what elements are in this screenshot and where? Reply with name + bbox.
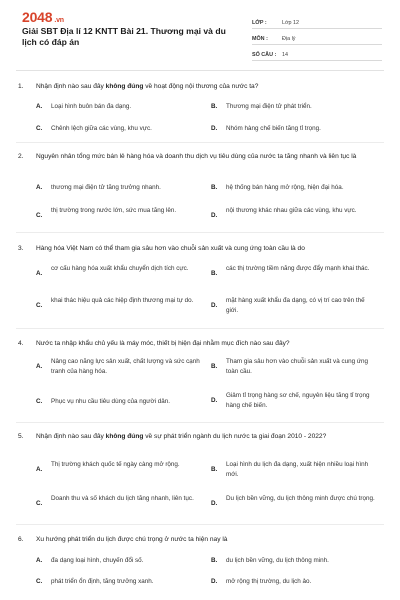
question-number: 3. — [18, 245, 24, 252]
option-letter: A. — [36, 363, 43, 370]
header — [0, 0, 400, 68]
option-letter: C. — [36, 212, 43, 219]
question-divider — [16, 422, 384, 423]
meta-info — [252, 13, 382, 61]
option-text: Loại hình buôn bán đa dạng. — [51, 103, 132, 110]
option-text: Nhóm hàng chế biến tăng tỉ trọng. — [226, 125, 321, 132]
option-text: Tham gia sâu hơn vào chuỗi sản xuất và cung ứng toàn cầu. — [226, 358, 369, 375]
meta-row-subject — [252, 29, 382, 45]
option-letter: D. — [211, 397, 218, 404]
question-body: Nước ta nhập khẩu chủ yếu là máy móc, thiết bị hiện đại nhằm mục đích nào sau đây? — [36, 340, 290, 347]
question-text — [18, 82, 384, 92]
meta-label: MÔN : — [252, 36, 268, 42]
option-letter: D. — [211, 578, 218, 585]
option-text: các thị trường tiềm năng được đẩy mạnh khai thác. — [226, 265, 370, 272]
option-letter: A. — [36, 270, 43, 277]
question-body: Hàng hóa Việt Nam có thể tham gia sâu hơn vào chuỗi sản xuất và cung ứng toàn cầu là do — [36, 245, 305, 252]
meta-row-class — [252, 13, 382, 29]
option-letter: B. — [211, 466, 218, 473]
option-text: Nâng cao năng lực sản xuất, chất lượng và sức cạnh tranh của hàng hóa. — [51, 358, 200, 375]
header-divider — [16, 70, 384, 71]
question-divider — [16, 524, 384, 525]
question-text-part: về hoạt động nội thương của nước ta? — [143, 83, 259, 90]
question-text-part: Nhận định nào sau đây — [36, 83, 106, 90]
question-body — [36, 432, 376, 442]
question-divider — [16, 232, 384, 233]
question-text-part: về sự phát triển ngành du lịch nước ta giai đoạn 2010 - 2022? — [143, 433, 327, 440]
option-text: Thương mại điện tử phát triển. — [226, 103, 312, 110]
option-letter: A. — [36, 557, 43, 564]
option-text: nội thương khác nhau giữa các vùng, khu vực. — [226, 207, 357, 214]
question-text — [18, 432, 384, 442]
question-divider — [16, 142, 384, 143]
meta-row-count — [252, 45, 382, 61]
question-text — [18, 152, 384, 162]
question-text — [18, 535, 384, 545]
option-text: phát triển ổn định, tăng trưởng xanh. — [51, 578, 154, 585]
option-letter: B. — [211, 270, 218, 277]
option-letter: D. — [211, 500, 218, 507]
option-letter: C. — [36, 125, 43, 132]
meta-value: Địa lý — [282, 36, 296, 42]
option-text: đa dạng loại hình, chuyến đổi số. — [51, 557, 144, 564]
question-body: Xu hướng phát triển du lịch được chú trọng ở nước ta hiện nay là — [36, 536, 228, 543]
option-letter: C. — [36, 500, 43, 507]
option-letter: B. — [211, 184, 218, 191]
option-text: cơ cấu hàng hóa xuất khẩu chuyển dịch tích cực. — [51, 265, 189, 272]
question-divider — [16, 328, 384, 329]
site-logo[interactable] — [22, 9, 64, 25]
option-letter: A. — [36, 466, 43, 473]
question-body: Nguyên nhân tổng mức bán lẻ hàng hóa và doanh thu dịch vụ tiêu dùng của nước ta tăng nhanh và liên tục là — [36, 153, 357, 160]
question-number: 4. — [18, 340, 24, 347]
option-text: Du lịch bền vững, du lịch thông minh được chú trọng. — [226, 495, 375, 502]
question-number: 5. — [18, 433, 24, 440]
document-title: Giải SBT Địa lí 12 KNTT Bài 21. Thương mại và du lịch có đáp án — [22, 26, 226, 47]
option-letter: A. — [36, 103, 43, 110]
option-text: mặt hàng xuất khẩu đa dạng, có vị trí cao trên thế giới. — [226, 297, 365, 314]
option-text: Giảm tỉ trọng hàng sơ chế, nguyên liệu tăng tỉ trọng hàng chế biến. — [226, 392, 370, 409]
logo-text: 2048 — [22, 9, 53, 25]
option-letter: D. — [211, 125, 218, 132]
question-emphasis: không đúng — [105, 433, 144, 440]
meta-value: Lớp 12 — [282, 20, 300, 26]
option-letter: C. — [36, 578, 43, 585]
option-letter: C. — [36, 398, 43, 405]
option-text: Chênh lệch giữa các vùng, khu vực. — [51, 125, 152, 132]
option-letter: C. — [36, 302, 43, 309]
question-number: 1. — [18, 83, 24, 90]
question-text — [18, 244, 384, 254]
option-letter: B. — [211, 557, 218, 564]
option-text: thương mại điện tử tăng trưởng nhanh. — [51, 184, 161, 191]
option-text: du lịch bền vững, du lịch thông minh. — [226, 557, 329, 564]
question-text-part: Nhận định nào sau đây — [36, 433, 106, 440]
option-letter: A. — [36, 184, 43, 191]
option-letter: D. — [211, 212, 218, 219]
question-number: 2. — [18, 153, 24, 160]
option-text: Phục vụ nhu cầu tiêu dùng của người dân. — [51, 398, 170, 405]
option-text: khai thác hiệu quả các hiệp định thương mại tự do. — [51, 297, 194, 304]
meta-label: SỐ CÂU : — [252, 52, 277, 58]
meta-value: 14 — [282, 52, 288, 58]
option-letter: B. — [211, 363, 218, 370]
option-text: Loại hình du lịch đa dạng, xuất hiện nhiều loại hình mới. — [226, 461, 369, 478]
question-number: 6. — [18, 536, 24, 543]
question-body — [36, 82, 376, 92]
option-letter: D. — [211, 302, 218, 309]
logo-suffix: .vn — [54, 17, 64, 24]
question-text — [18, 339, 384, 349]
option-text: Doanh thu và số khách du lịch tăng nhanh, liên tục. — [51, 495, 194, 502]
option-letter: B. — [211, 103, 218, 110]
option-text: mở rộng thị trường, du lịch ảo. — [226, 578, 312, 585]
meta-label: LỚP : — [252, 20, 267, 26]
option-text: Thị trường khách quốc tế ngày càng mở rộng. — [51, 461, 180, 468]
option-text: thị trường trong nước lớn, sức mua tăng lên. — [51, 207, 177, 214]
option-text: hệ thống bán hàng mở rộng, hiện đại hóa. — [226, 184, 344, 191]
question-emphasis: không đúng — [105, 83, 144, 90]
